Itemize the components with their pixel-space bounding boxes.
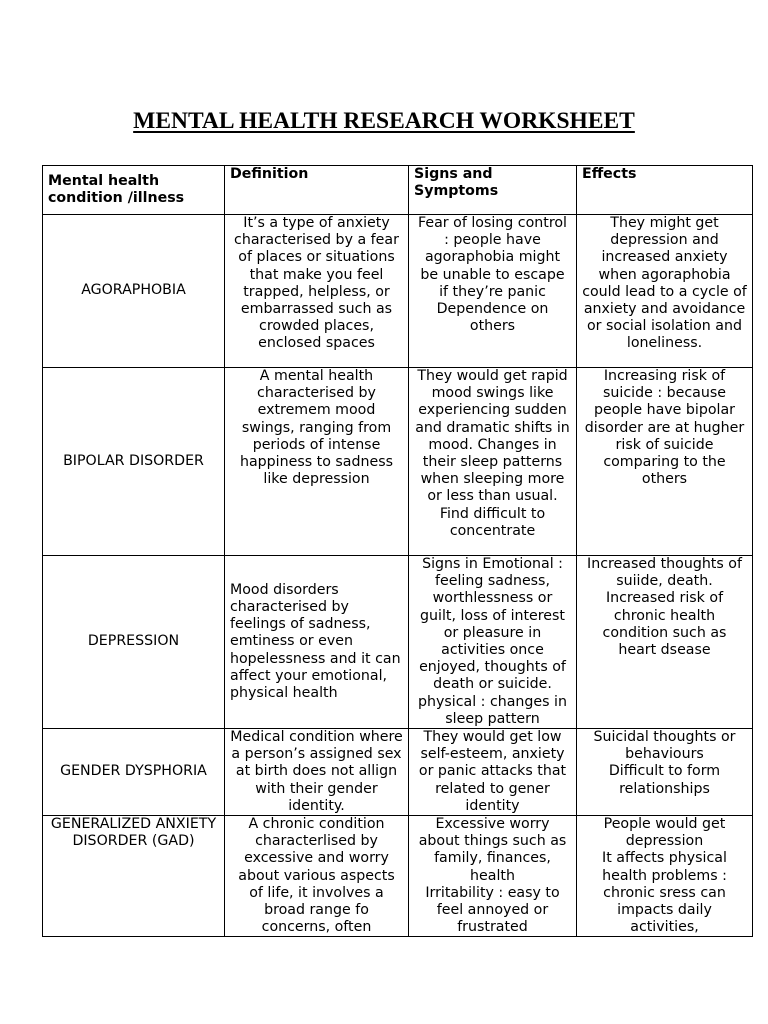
condition-cell: DEPRESSION — [43, 556, 225, 729]
effects-cell — [577, 556, 753, 729]
effects-text: Difficult to form relationships — [608, 763, 721, 797]
worksheet-table — [42, 165, 753, 937]
table-row — [43, 215, 753, 368]
table-row — [43, 368, 753, 556]
signs-cell — [409, 556, 577, 729]
definition-text: A mental health characterised by extremem mood swings, ranging from periods of intense happiness to sadness like depression — [239, 368, 393, 488]
effects-text: Increased thoughts of suiide, death. — [587, 556, 742, 590]
signs-cell — [409, 215, 577, 368]
definition-text: A chronic condition characterlised by excessive and worry about various aspects of life, it involves a broad range fo concerns, often — [238, 816, 395, 936]
condition-cell: BIPOLAR DISORDER — [43, 368, 225, 556]
header-row — [43, 166, 753, 215]
signs-text: Dependence on others — [436, 301, 549, 335]
effects-text: They might get depression and increased anxiety when agoraphobia could lead to a cycle of anxiety and avoidance or social isolation and loneliness. — [582, 215, 747, 352]
table-row — [43, 556, 753, 729]
definition-cell — [225, 368, 409, 556]
effects-text: It affects physical health problems : chronic sress can impacts daily activities, — [602, 850, 727, 936]
signs-text: They would get rapid mood swings like experiencing sudden and dramatic shifts in mood. Changes in their sleep patterns when sleeping more or less than usual. Find difficult to concentrate — [415, 368, 570, 539]
effects-text: Increasing risk of suicide : because people have bipolar disorder are at hugher risk of suicide comparing to the others — [584, 368, 745, 488]
effects-cell — [577, 215, 753, 368]
header-signs: Signs and Symptoms — [409, 166, 577, 215]
signs-text: They would get low self-esteem, anxiety or panic attacks that related to gener identity — [418, 729, 567, 814]
signs-text: Fear of losing control : people have agoraphobia might be unable to escape if they’re panic — [418, 215, 567, 300]
effects-text: Increased risk of chronic health condition such as heart dsease — [602, 590, 727, 659]
definition-cell — [225, 729, 409, 816]
table-row — [43, 816, 753, 937]
effects-text: People would get depression — [603, 816, 726, 850]
condition-cell: AGORAPHOBIA — [43, 215, 225, 368]
header-effects: Effects — [577, 166, 753, 215]
definition-text: It’s a type of anxiety characterised by a fear of places or situations that make you feel trapped, helpless, or embarrassed such as crowded places, enclosed spaces — [234, 215, 399, 352]
page-title: MENTAL HEALTH RESEARCH WORKSHEET — [133, 108, 635, 134]
definition-cell — [225, 556, 409, 729]
condition-cell: GENDER DYSPHORIA — [43, 729, 225, 816]
signs-cell — [409, 729, 577, 816]
effects-cell — [577, 729, 753, 816]
table-row — [43, 729, 753, 816]
definition-text: Medical condition where a person’s assigned sex at birth does not allign with their gender identity. — [230, 729, 403, 814]
definition-cell — [225, 816, 409, 937]
header-definition: Definition — [225, 166, 409, 215]
header-condition: Mental health condition /illness — [43, 166, 225, 215]
effects-text: Suicidal thoughts or behaviours — [593, 729, 736, 763]
signs-text: Signs in Emotional : feeling sadness, worthlessness or guilt, loss of interest or pleasure in activities once enjoyed, thoughts of death or suicide. physical : changes in sleep pattern — [417, 556, 567, 727]
signs-text: Irritability : easy to feel annoyed or frustrated — [425, 884, 560, 936]
signs-text: Excessive worry about things such as family, finances, health — [418, 816, 567, 884]
signs-cell — [409, 368, 577, 556]
definition-text: Mood disorders characterised by feelings of sadness, emtiness or even hopelessness and it can affect your emotional, physical health — [230, 581, 401, 702]
definition-cell — [225, 215, 409, 368]
condition-cell: GENERALIZED ANXIETY DISORDER (GAD) — [43, 816, 225, 937]
effects-cell — [577, 368, 753, 556]
signs-cell — [409, 816, 577, 937]
effects-cell — [577, 816, 753, 937]
